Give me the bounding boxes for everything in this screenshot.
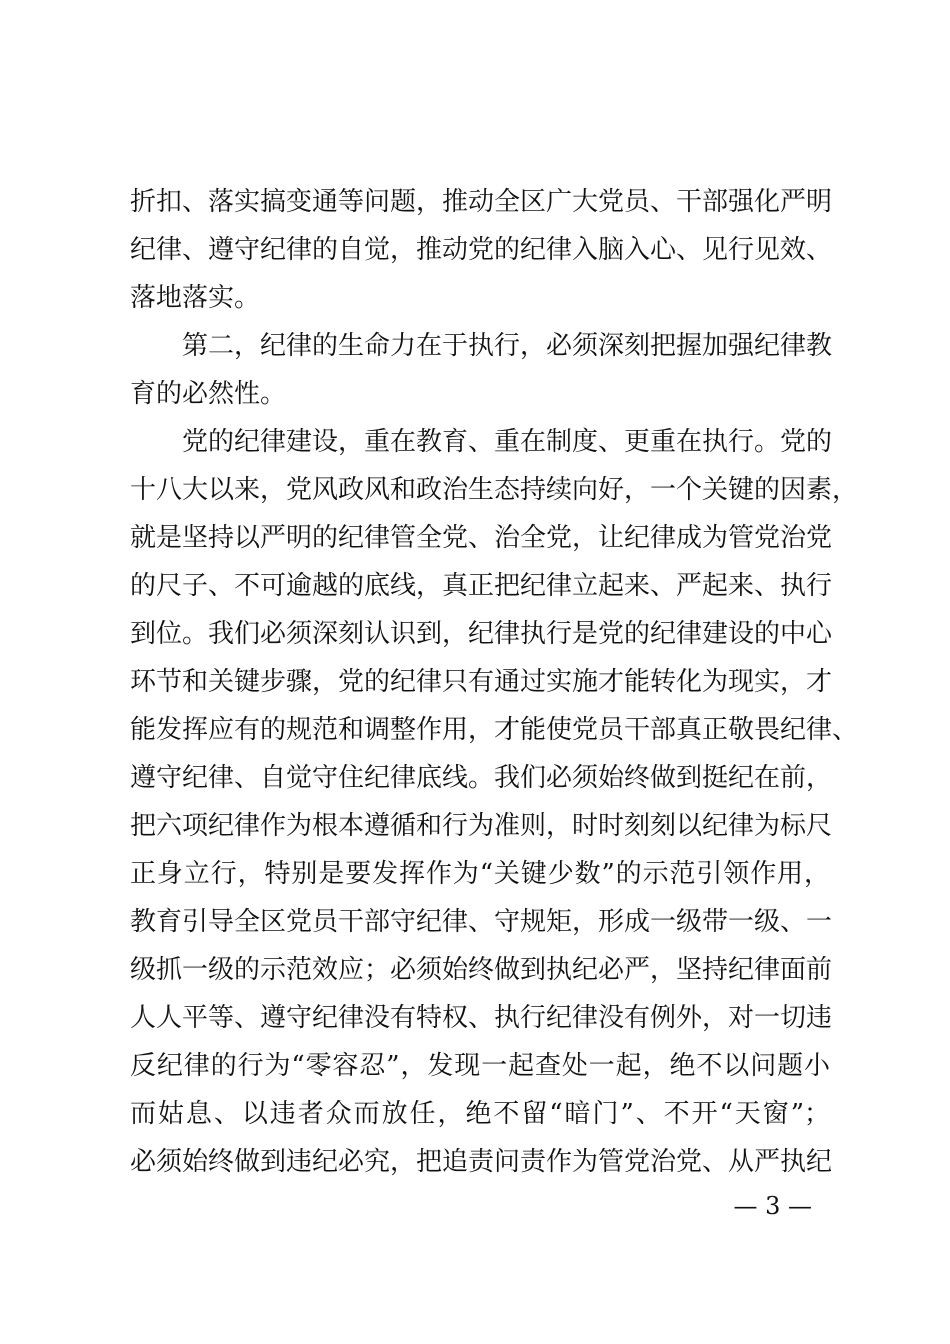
body-text xyxy=(130,178,859,1186)
text-line: 而姑息、以违者众而放任，绝不留“暗门”、不开“天窗”； xyxy=(130,1099,830,1129)
text-line: 环节和关键步骤，党的纪律只有通过实施才能转化为现实，才 xyxy=(130,667,833,697)
text-line: 正身立行，特别是要发挥作为“关键少数”的示范引领作用， xyxy=(130,859,830,889)
text-line: 教育引导全区党员干部守纪律、守规矩，形成一级带一级、一 xyxy=(130,907,833,937)
section-heading-line: 育的必然性。 xyxy=(130,379,287,409)
text-line: 折扣、落实搞变通等问题，推动全区广大党员、干部强化严明 xyxy=(130,187,833,217)
text-line: 遵守纪律、自觉守住纪律底线。我们必须始终做到挺纪在前， xyxy=(130,763,833,793)
text-line: 反纪律的行为“零容忍”，发现一起查处一起，绝不以问题小 xyxy=(130,1051,830,1081)
text-line: 十八大以来，党风政风和政治生态持续向好，一个关键的因素， xyxy=(130,475,859,505)
text-line: 能发挥应有的规范和调整作用，才能使党员干部真正敬畏纪律、 xyxy=(130,715,859,745)
text-line: 人人平等、遵守纪律没有特权、执行纪律没有例外，对一切违 xyxy=(130,1003,833,1033)
text-line: 纪律、遵守纪律的自觉，推动党的纪律入脑入心、见行见效、 xyxy=(130,235,833,265)
page-number: — 3 — xyxy=(733,1192,812,1220)
text-line: 把六项纪律作为根本遵循和行为准则，时时刻刻以纪律为标尺 xyxy=(130,811,833,841)
text-line: 落地落实。 xyxy=(130,283,261,313)
text-line: 党的纪律建设，重在教育、重在制度、更重在执行。党的 xyxy=(182,427,833,457)
text-line: 必须始终做到违纪必究，把追责问责作为管党治党、从严执纪 xyxy=(130,1147,833,1177)
text-line: 级抓一级的示范效应；必须始终做到执纪必严，坚持纪律面前 xyxy=(130,955,833,985)
text-line: 的尺子、不可逾越的底线，真正把纪律立起来、严起来、执行 xyxy=(130,571,833,601)
section-heading-line: 第二，纪律的生命力在于执行，必须深刻把握加强纪律教 xyxy=(182,331,833,361)
text-line: 到位。我们必须深刻认识到，纪律执行是党的纪律建设的中心 xyxy=(130,619,833,649)
text-line: 就是坚持以严明的纪律管全党、治全党，让纪律成为管党治党 xyxy=(130,523,833,553)
